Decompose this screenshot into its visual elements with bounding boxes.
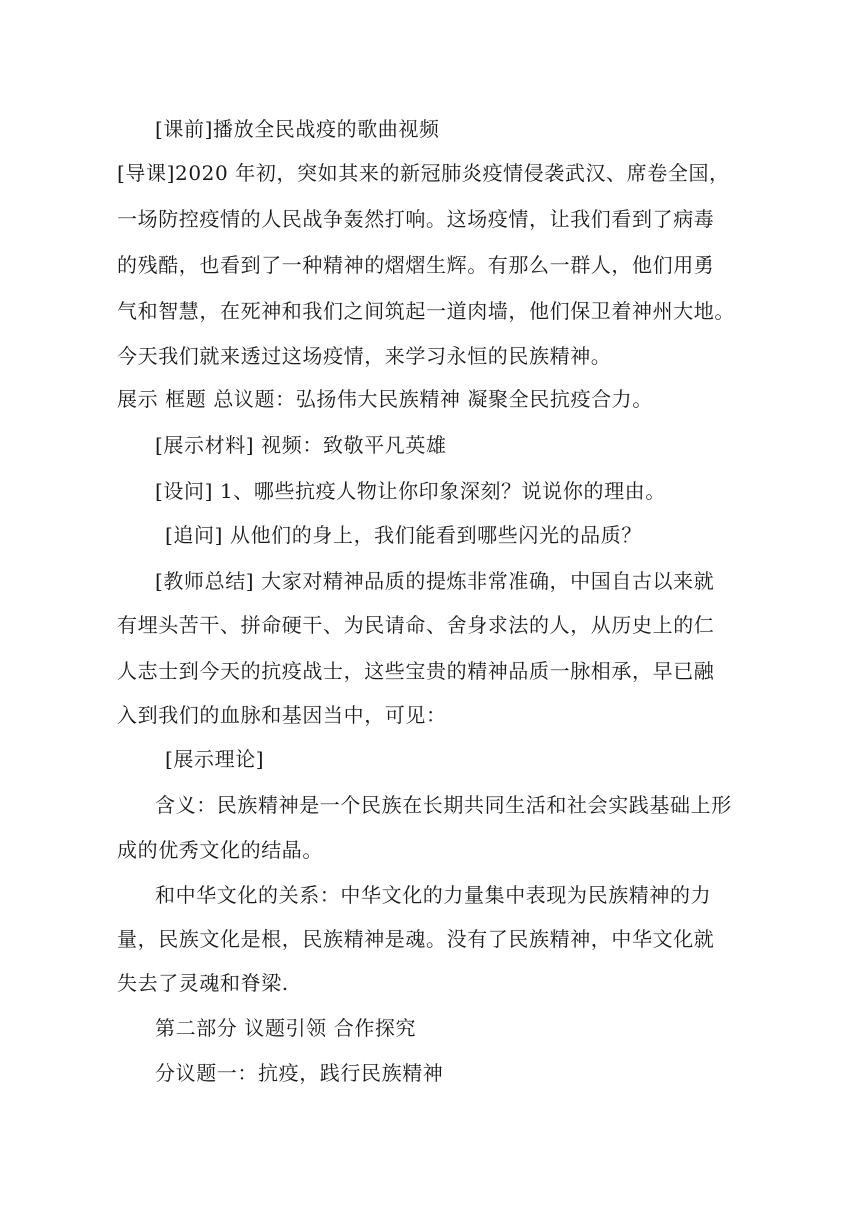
part-two-heading: 第二部分 议题引领 合作探究 <box>155 1016 417 1040</box>
intro-line-4: 气和智慧，在死神和我们之间筑起一道肉墙，他们保卫着神州大地。 <box>117 299 735 323</box>
summary-line-2: 有埋头苦干、拼命硬干、为民请命、舍身求法的人，从历史上的仁 <box>117 613 715 637</box>
definition-line-1: 含义：民族精神是一个民族在长期共同生活和社会实践基础上形 <box>155 793 732 817</box>
relation-line-3: 失去了灵魂和脊梁. <box>117 971 289 995</box>
material-line: [展示材料] 视频：致敬平凡英雄 <box>155 433 447 457</box>
follow-up-line: [追问] 从他们的身上，我们能看到哪些闪光的品质？ <box>165 523 642 547</box>
intro-line-1: [导课]2020 年初，突如其来的新冠肺炎疫情侵袭武汉、席卷全国， <box>117 161 730 185</box>
main-topic-line: 展示 框题 总议题：弘扬伟大民族精神 凝聚全民抗疫合力。 <box>117 387 653 411</box>
summary-line-3: 人志士到今天的抗疫战士，这些宝贵的精神品质一脉相承，早已融 <box>117 659 715 683</box>
summary-line-1: [教师总结] 大家对精神品质的提炼非常准确，中国自古以来就 <box>155 569 715 593</box>
theory-heading: [展示理论] <box>165 747 265 771</box>
definition-line-2: 成的优秀文化的结晶。 <box>117 838 323 862</box>
intro-line-5: 今天我们就来透过这场疫情，来学习永恒的民族精神。 <box>117 344 612 368</box>
intro-line-2: 一场防控疫情的人民战争轰然打响。这场疫情，让我们看到了病毒 <box>117 207 715 231</box>
pre-class-line: [课前]播放全民战疫的歌曲视频 <box>155 117 440 141</box>
question-line: [设问] 1、哪些抗疫人物让你印象深刻？说说你的理由。 <box>155 479 666 503</box>
sub-topic-one-heading: 分议题一：抗疫，践行民族精神 <box>155 1061 444 1085</box>
intro-line-3: 的残酷，也看到了一种精神的熠熠生辉。有那么一群人，他们用勇 <box>117 253 715 277</box>
relation-line-1: 和中华文化的关系：中华文化的力量集中表现为民族精神的力 <box>155 883 712 907</box>
summary-line-4: 入到我们的血脉和基因当中，可见： <box>117 703 447 727</box>
relation-line-2: 量，民族文化是根，民族精神是魂。没有了民族精神，中华文化就 <box>117 927 715 951</box>
